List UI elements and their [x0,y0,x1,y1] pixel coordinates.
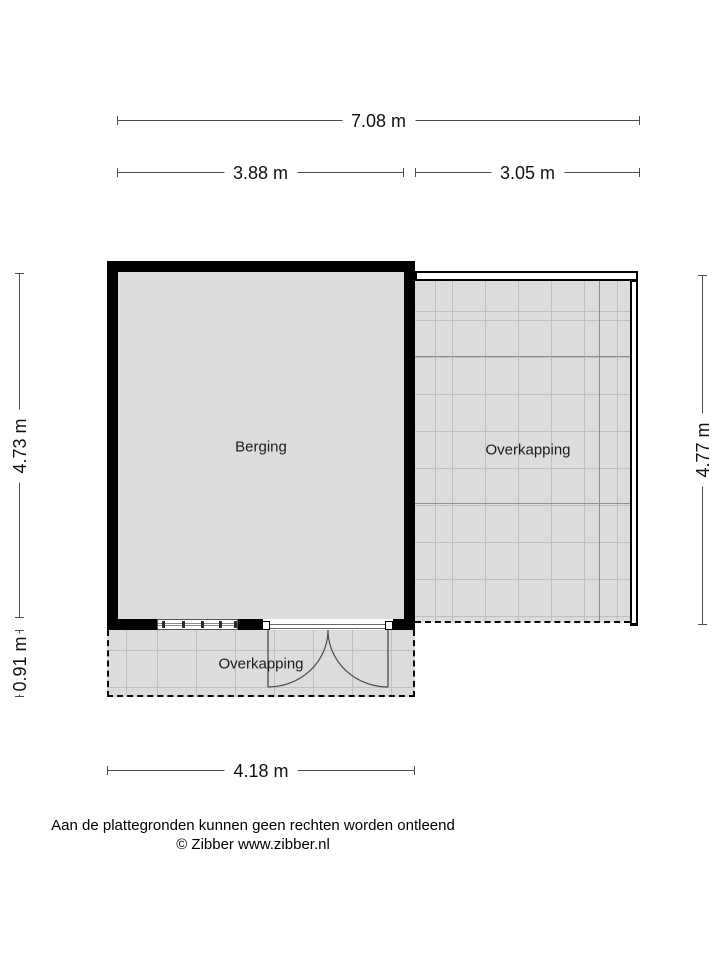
room-label-berging: Berging [235,438,287,456]
dimension-tick [15,617,24,618]
overkapping-roof-edge-top [415,271,638,281]
dimension-tick [403,168,404,177]
dimension-bottom-width [107,761,415,781]
dimension-label-bottom-overkapping-height: 0.91 m [10,633,30,694]
footer [0,816,506,854]
dimension-tick [15,273,24,274]
dimension-label-overkapping-height: 4.77 m [693,413,713,486]
dimension-label-total-width: 7.08 m [342,111,415,131]
dimension-tick [117,168,118,177]
dimension-tick [15,630,24,631]
dimension-right-width [415,163,640,183]
dimension-left-width [117,163,404,183]
dimension-total-width [117,111,640,131]
dimension-label-right-width: 3.05 m [491,163,564,183]
dimension-tick [698,275,707,276]
dimension-tick [639,116,640,125]
window-mullion [234,621,237,628]
overkapping-right-dashed-boundary [415,621,630,623]
dimension-tick [698,624,707,625]
room-label-overkapping-bottom: Overkapping [218,655,304,673]
footer-credit: © Zibber www.zibber.nl [176,836,330,853]
window-pane-line [158,623,237,626]
tile-grid-dark-line [415,503,630,504]
dimension-overkapping-height [693,275,713,625]
window-mullion [162,621,165,628]
dimension-tick [117,116,118,125]
window-mullion [182,621,185,628]
window-mullion [201,621,204,628]
dimension-label-left-width: 3.88 m [224,163,297,183]
dimension-tick [639,168,640,177]
tile-grid-dark-line [415,356,630,357]
dimension-tick [414,766,415,775]
dimension-tick [15,696,24,697]
dimension-bottom-overkapping-height [10,630,30,697]
dimension-label-berging-height: 4.73 m [10,409,30,482]
window-mullion [219,621,222,628]
dimension-tick [415,168,416,177]
window-icon [157,619,238,630]
dimension-berging-height [10,273,30,618]
room-label-overkapping-right: Overkapping [485,441,571,459]
overkapping-wall-right [630,280,638,626]
dimension-label-bottom-width: 4.18 m [224,761,297,781]
footer-disclaimer: Aan de plattegronden kunnen geen rechten worden ontleend [51,817,455,834]
dimension-tick [107,766,108,775]
tile-grid-dark-line [599,280,600,622]
